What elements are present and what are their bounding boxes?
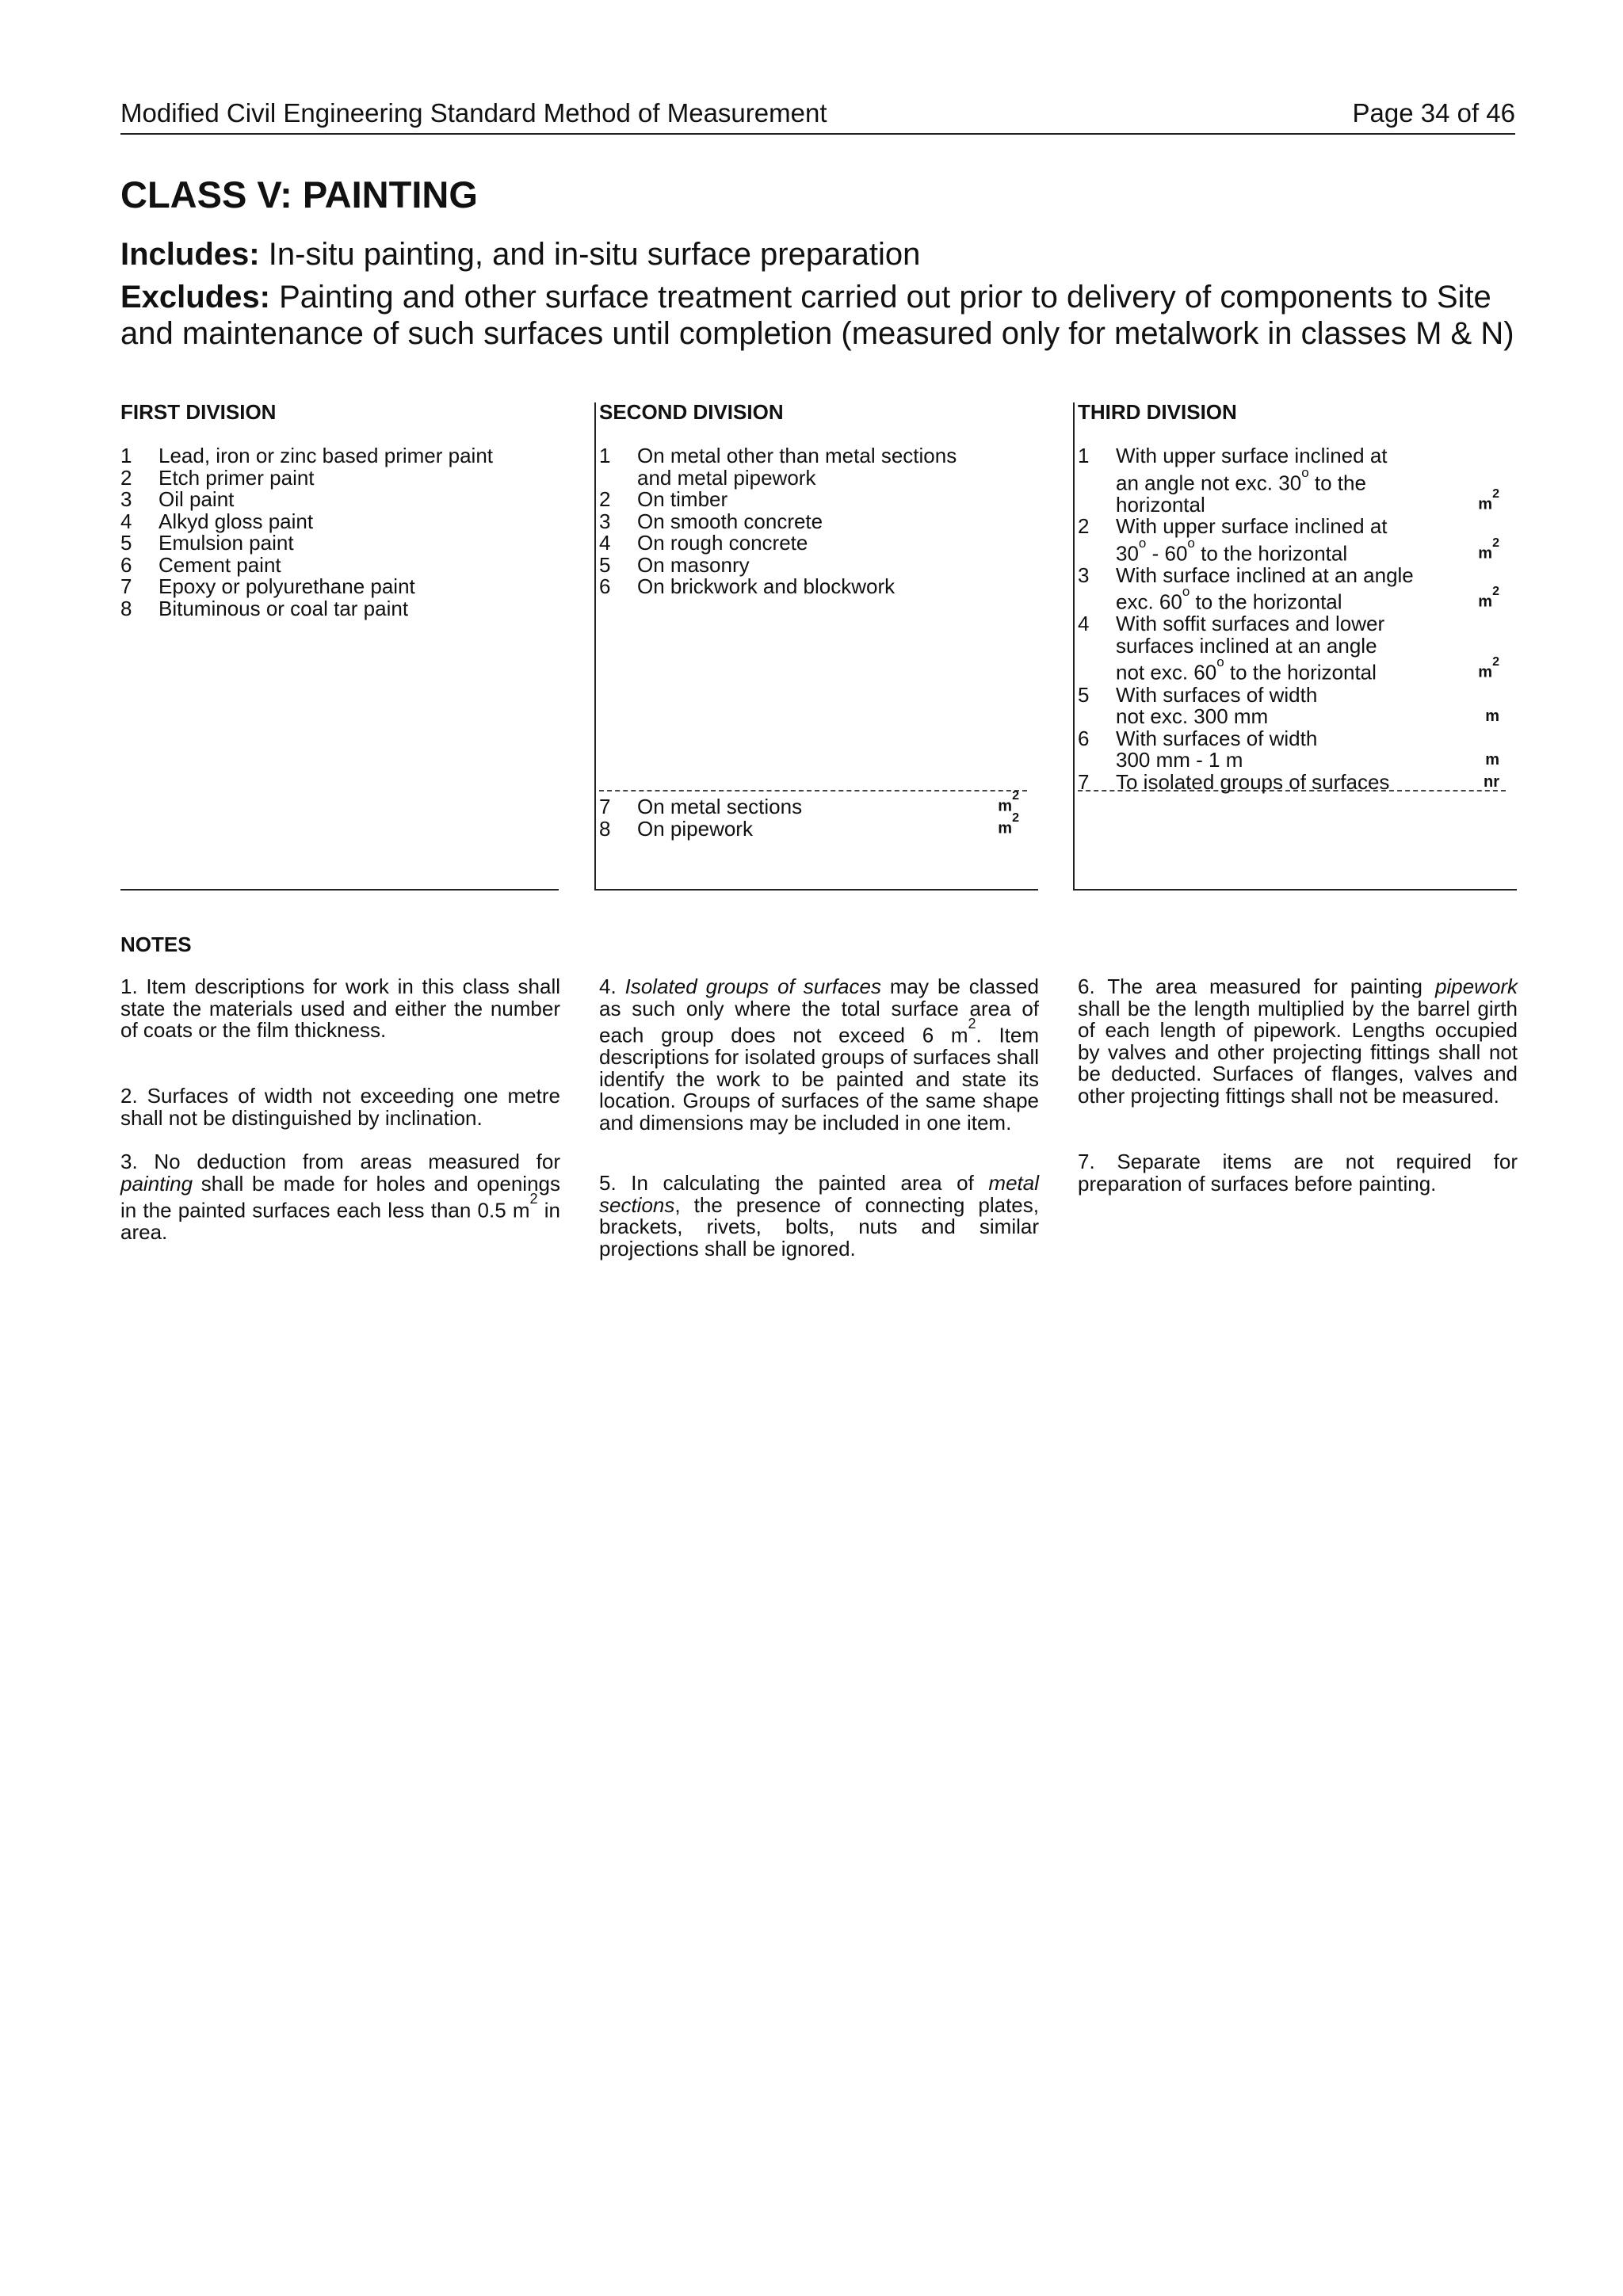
item-number: 5	[599, 552, 611, 577]
item-number: 4	[120, 509, 132, 533]
list-item	[599, 532, 1019, 555]
notes-heading: NOTES	[120, 933, 192, 956]
list-item	[599, 552, 1019, 577]
item-number: 3	[599, 509, 611, 533]
unit-label: $m^2$	[1478, 585, 1499, 611]
item-number: 7	[120, 574, 132, 598]
item-text: On smooth concrete	[637, 509, 823, 533]
item-text: On metal other than metal sections	[637, 444, 957, 467]
third-division-left-rule	[1073, 402, 1075, 891]
item-text: Alkyd gloss paint	[158, 509, 314, 533]
note-4: 4. Isolated groups of surfaces may be classed as such only where the total surface area of each group does not exceed 6 $m^2$. Item descriptions for isolated groups of surfaces shall identify the work to be painted and state its location. Groups of surfaces of the same shape and dimensions may be included in one item.	[599, 974, 1040, 1135]
note-7: 7. Separate items are not required for preparation of surfaces before painting.	[1078, 1150, 1518, 1196]
list-item: 4 With soffit surfaces and lower surfaces inclined at an angle not exc. 60$^o$ to the horizontal $m^2$	[1078, 612, 1499, 685]
list-item: 6 With surfaces of width 300 mm - 1 m m	[1078, 726, 1499, 772]
item-text: Cement paint	[158, 552, 281, 577]
item-number: 2	[1078, 514, 1090, 539]
first-division-bottom-rule	[120, 889, 559, 891]
second-division-dashed-separator	[599, 790, 1027, 791]
item-number: 3	[1078, 563, 1090, 587]
list-item	[599, 445, 1019, 489]
item-number: 6	[599, 574, 611, 598]
item-text: With upper surface inclined at	[1116, 444, 1388, 467]
item-text: On metal sections	[637, 795, 803, 818]
first-division-heading: FIRST DIVISION	[120, 400, 277, 424]
includes-statement	[120, 236, 1515, 273]
list-item: 1 With upper surface inclined at an angle not exc. 30$^o$ to the horizontal $m^2$	[1078, 444, 1499, 517]
third-division-list	[1078, 445, 1499, 793]
item-text-continued: and metal pipework	[637, 465, 816, 490]
item-number: 7	[1078, 769, 1090, 794]
page-number: Page 34 of 46	[1352, 98, 1515, 128]
list-item	[599, 789, 1019, 818]
note-6: 6. The area measured for painting pipework shall be the length multiplied by the barrel girth of each length of pipework. Lengths occupied by valves and other projecting fittings shall not be deducted. Surfaces of flanges, valves and other projecting fittings shall not be measured.	[1078, 974, 1518, 1108]
item-text: With surfaces of width	[1116, 682, 1318, 707]
list-item	[599, 511, 1019, 533]
item-text: With surface inclined at an angle	[1116, 563, 1414, 587]
item-text: Etch primer paint	[158, 465, 315, 490]
excludes-statement	[120, 279, 1515, 352]
unit-label: $m^2$	[998, 789, 1019, 815]
second-division-left-rule	[594, 402, 596, 891]
item-text: On pipework	[637, 816, 753, 841]
item-number: 4	[1078, 612, 1090, 636]
list-item	[120, 552, 556, 577]
includes-label: Includes:	[120, 237, 260, 272]
list-item: 5 With surfaces of width not exc. 300 mm m	[1078, 682, 1499, 729]
item-number: 2	[120, 465, 132, 490]
item-number: 1	[599, 444, 611, 467]
excludes-text: Painting and other surface treatment carried out prior to delivery of components to Site and maintenance of such surfaces until completion (measured only for metalwork in classes M & N)	[120, 280, 1514, 351]
item-number: 6	[120, 552, 132, 577]
list-item	[120, 598, 556, 620]
list-item	[120, 467, 556, 490]
item-number: 7	[599, 795, 611, 818]
item-text: Emulsion paint	[158, 531, 294, 555]
unit-label: m	[1485, 707, 1499, 726]
document-title: Modified Civil Engineering Standard Method of Measurement	[120, 98, 827, 128]
item-number: 4	[599, 531, 611, 555]
item-text: With soffit surfaces and lower	[1116, 612, 1385, 636]
list-item	[120, 576, 556, 598]
item-number: 1	[120, 444, 132, 467]
unit-label: m	[1485, 751, 1499, 769]
first-division-list	[120, 445, 556, 620]
item-number: 8	[599, 816, 611, 841]
item-number: 5	[1078, 682, 1090, 707]
includes-text: In-situ painting, and in-situ surface preparation	[268, 237, 921, 272]
note-2: 2. Surfaces of width not exceeding one metre shall not be distinguished by inclination.	[120, 1084, 560, 1130]
list-item	[599, 489, 1019, 511]
page-header	[120, 98, 1515, 135]
item-number: 6	[1078, 726, 1090, 750]
class-title: CLASS V: PAINTING	[120, 174, 478, 215]
item-number: 8	[120, 596, 132, 620]
item-text: Lead, iron or zinc based primer paint	[158, 444, 494, 467]
second-division-bottom-rule	[594, 889, 1038, 891]
list-item	[599, 576, 1019, 598]
second-division-list	[599, 445, 1019, 598]
second-division-heading: SECOND DIVISION	[599, 400, 784, 424]
list-item	[120, 532, 556, 555]
item-text: Bituminous or coal tar paint	[158, 596, 409, 620]
item-text: With upper surface inclined at	[1116, 514, 1388, 539]
third-division-heading: THIRD DIVISION	[1078, 400, 1237, 424]
note-5: 5. In calculating the painted area of metal sections, the presence of connecting plates, brackets, rivets, bolts, nuts and similar projections shall be ignored.	[599, 1171, 1039, 1261]
item-text: Epoxy or polyurethane paint	[158, 574, 415, 598]
item-number: 5	[120, 531, 132, 555]
list-item	[120, 445, 556, 467]
item-text: On brickwork and blockwork	[637, 574, 896, 598]
third-division-bottom-rule	[1073, 889, 1517, 891]
item-text: On rough concrete	[637, 531, 808, 555]
item-text: On masonry	[637, 552, 750, 577]
list-item	[1078, 769, 1499, 794]
item-number: 1	[1078, 444, 1090, 467]
note-3: 3. No deduction from areas measured for painting shall be made for holes and openings in the painted surfaces each less than 0.5 $m^2$ in area.	[120, 1150, 560, 1245]
unit-label: $m^2$	[1478, 655, 1499, 682]
list-item: 3 With surface inclined at an angle exc. 60$^o$ to the horizontal $m^2$	[1078, 563, 1499, 614]
list-item	[120, 511, 556, 533]
item-text: To isolated groups of surfaces	[1116, 769, 1390, 794]
item-text: Oil paint	[158, 487, 235, 511]
note-1: 1. Item descriptions for work in this class shall state the materials used and either the number of coats or the film thickness.	[120, 974, 560, 1042]
item-text: On timber	[637, 487, 728, 511]
second-division-extra-list	[599, 789, 1019, 841]
unit-label: $m^2$	[998, 810, 1019, 837]
list-item: 2 With upper surface inclined at 30$^o$ - 60$^o$ to the horizontal $m^2$	[1078, 514, 1499, 566]
unit-label: nr	[1484, 772, 1499, 791]
excludes-label: Excludes:	[120, 280, 270, 315]
item-number: 3	[120, 487, 132, 511]
list-item	[599, 810, 1019, 841]
item-number: 2	[599, 487, 611, 511]
item-text: With surfaces of width	[1116, 726, 1318, 750]
list-item	[120, 489, 556, 511]
unit-label: $m^2$	[1478, 487, 1499, 513]
unit-label: $m^2$	[1478, 536, 1499, 563]
